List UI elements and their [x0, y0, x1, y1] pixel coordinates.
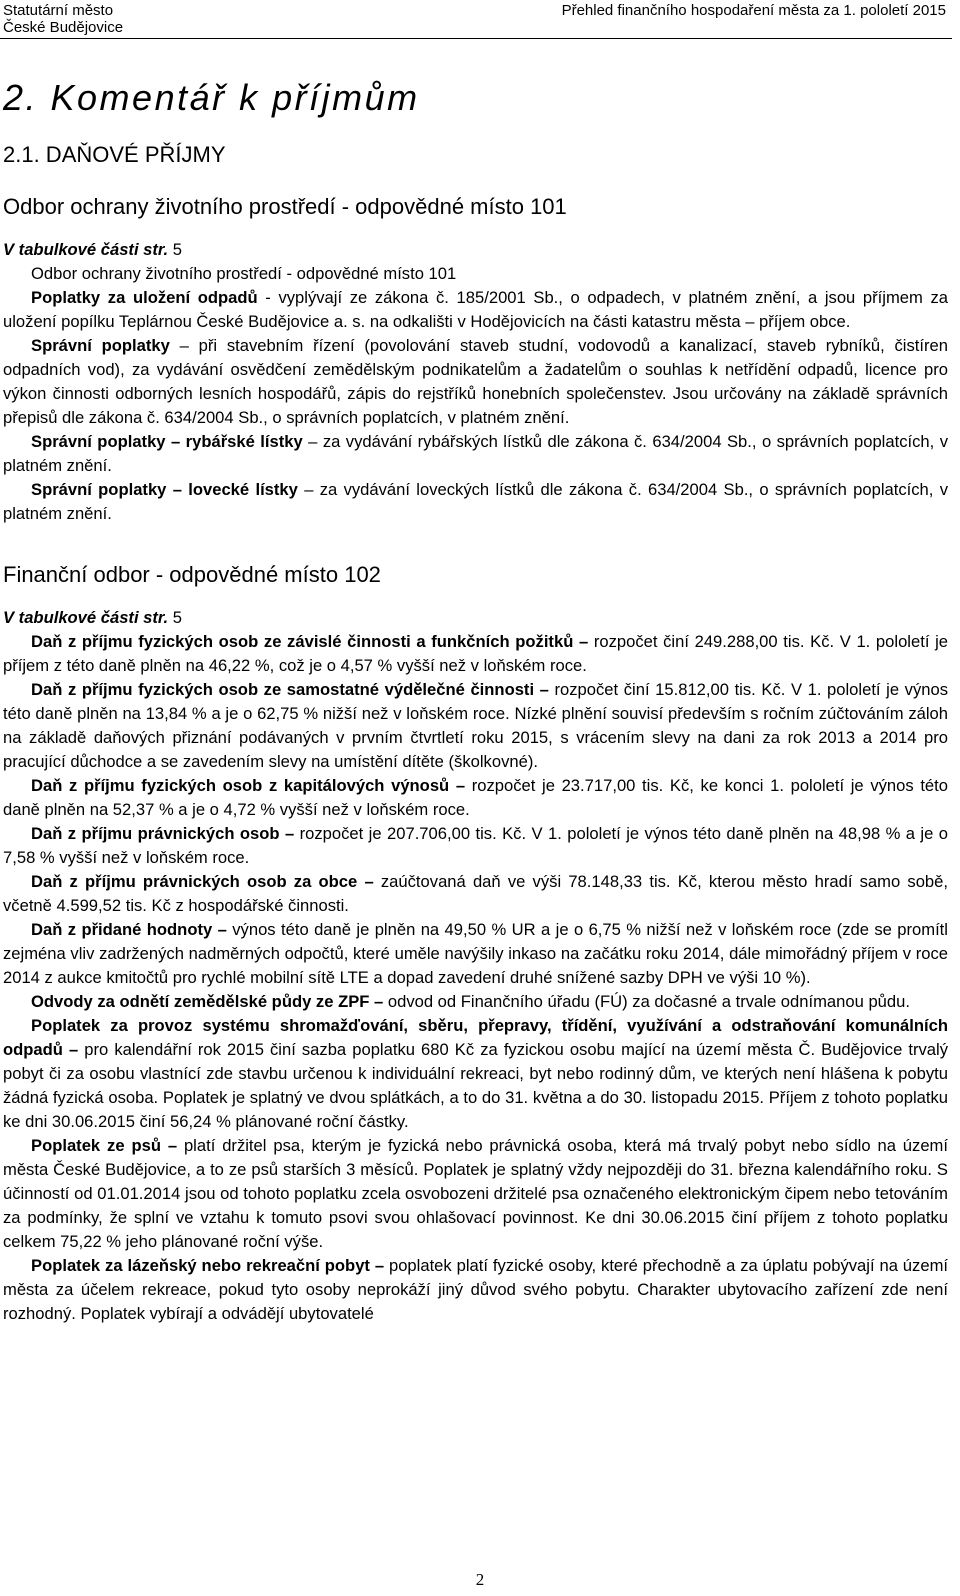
term: Správní poplatky – lovecké lístky — [31, 480, 298, 499]
header-city-line2: České Budějovice — [3, 19, 124, 36]
dept-101-title: Odbor ochrany životního prostředí - odpovědné místo 101 — [3, 194, 567, 219]
term-text: zaúčtovaná daň ve výši 78.148,33 tis. Kč, kterou město hradí samo sobě, včetně 4.599,52 tis. Kč z hospodářské činnosti. — [3, 872, 948, 915]
table-ref-label: V tabulkové části str. — [3, 608, 169, 627]
term-text: – za vydávání loveckých lístků dle zákona č. 634/2004 Sb., o správních poplatcích, v platném znění. — [3, 480, 948, 523]
term: Správní poplatky – rybářské lístky — [31, 432, 303, 451]
page-number: 2 — [475, 1570, 485, 1589]
term-text: poplatek platí fyzické osoby, které přechodně a za úplatu pobývají na území města za účelem rekreace, pokud tyto osoby neprokáží jiný důvod svého pobytu. Charakter ubytovacího zařízení zde není rozhodný. Poplatek vybírají a odvádějí ubytovatelé — [3, 1256, 948, 1323]
header-city-line1: Statutární město — [3, 2, 114, 19]
table-ref-page: 5 — [172, 240, 182, 259]
term-text: rozpočet činí 249.288,00 tis. Kč. V 1. pololetí je příjem z této daně plněn na 46,22 %, což je o 4,57 % vyšší než v loňském roce. — [3, 632, 948, 675]
paragraph-fishing-licences — [0, 430, 948, 478]
paragraph-income-tax-employment — [0, 630, 948, 678]
term-text: rozpočet je 207.706,00 tis. Kč. V 1. pololetí je výnos této daně plněn na 48,98 % a je o 7,58 % vyšší než v loňském roce. — [3, 824, 948, 867]
paragraph-waste-collection-fee — [0, 1014, 948, 1134]
term: Daň z příjmu právnických osob za obce – — [31, 872, 374, 891]
term: Poplatek ze psů – — [31, 1136, 178, 1155]
term: Poplatky za uložení odpadů — [31, 288, 258, 307]
term-text: platí držitel psa, kterým je fyzická nebo právnická osoba, která má trvalý pobyt nebo sídlo na území města České Budějovice, a to ze psů starších 3 měsíců. Poplatek je splatný vždy nejpozději do 31. března kalendářního roku. S účinností od 01.01.2014 jsou od tohoto poplatku zcela osvobozeni držitelé psa označeného elektronickým čipem nebo tetováním za podmínky, že splní ve vztahu k tomuto psovi svou ohlašovací povinnost. Ke dni 30.06.2015 činí příjem z tohoto poplatku celkem 75,22 % jeho plánované roční výše. — [3, 1136, 948, 1251]
chapter-heading: 2. Komentář k příjmům — [3, 77, 420, 118]
term: Daň z přidané hodnoty – — [31, 920, 227, 939]
dept-102-title: Finanční odbor - odpovědné místo 102 — [3, 562, 381, 587]
dept-101-table-ref — [3, 238, 948, 262]
header-left — [3, 2, 123, 36]
term: Daň z příjmu fyzických osob ze závislé činnosti a funkčních požitků – — [31, 632, 589, 651]
paragraph-spa-stay-fee — [0, 1254, 948, 1326]
paragraph-dog-fee — [0, 1134, 948, 1254]
term: Správní poplatky — [31, 336, 170, 355]
term: Daň z příjmu právnických osob – — [31, 824, 295, 843]
term: Daň z příjmu fyzických osob z kapitálových výnosů – — [31, 776, 466, 795]
dept-102-table-ref — [3, 606, 948, 630]
paragraph-hunting-licences — [0, 478, 948, 526]
header-report-title: Přehled finančního hospodaření města za 1. pololetí 2015 — [561, 2, 946, 19]
paragraph-waste-fees — [0, 286, 948, 334]
term-text: – při stavebním řízení (povolování staveb studní, vodovodů a kanalizací, staveb rybníků, čistíren odpadních vod), za vydávání osvědčení zemědělským podnikatelům a žadatelům o souhlas k netřídění odpadů, licence pro výkon činnosti odborných lesních hospodářů, zápis do rejstříků honebních společenstev. Jsou určovány na základě správních přepisů dle zákona č. 634/2004 Sb., o správních poplatcích, v platném znění. — [3, 336, 948, 427]
paragraph-corporate-tax-municipality — [0, 870, 948, 918]
term: Daň z příjmu fyzických osob ze samostatné výdělečné činnosti – — [31, 680, 549, 699]
paragraph-corporate-tax — [0, 822, 948, 870]
paragraph-admin-fees — [0, 334, 948, 430]
term: Poplatek za provoz systému shromažďování, sběru, přepravy, třídění, využívání a odstraňování komunálních odpadů – — [3, 1016, 948, 1059]
section-heading: 2.1. DAŇOVÉ PŘÍJMY — [3, 142, 226, 167]
paragraph-vat — [0, 918, 948, 990]
document-body — [0, 60, 948, 1326]
term-text: rozpočet je 23.717,00 tis. Kč, ke konci 1. pololetí je výnos této daně plněn na 52,37 % a je o 4,72 % vyšší než v loňském roce. — [3, 776, 948, 819]
table-ref-page: 5 — [172, 608, 182, 627]
table-ref-label: V tabulkové části str. — [3, 240, 169, 259]
term-text: pro kalendářní rok 2015 činí sazba poplatku 680 Kč za fyzickou osobu mající na území města Č. Budějovice trvalý pobyt či za osobu vlastnící zde stavbu určenou k individuální rekreaci, byt nebo rodinný dům, ve kterých není hlášena k pobytu žádná fyzická osoba. Poplatek je splatný ve dvou splátkách, a to do 31. května a do 30. listopadu 2015. Příjem z tohoto poplatku ke dni 30.06.2015 činí 56,24 % plánované roční částky. — [3, 1040, 949, 1131]
term-text: - vyplývají ze zákona č. 185/2001 Sb., o odpadech, v platném znění, a jsou příjmem za uložení popílku Teplárnou České Budějovice a. s. na odkališti v Hodějovicích na části katastru města – příjem obce. — [3, 288, 948, 331]
term-text: rozpočet činí 15.812,00 tis. Kč. V 1. pololetí je výnos této daně plněn na 13,84 % a je o 62,75 % nižší než v loňském roce. Nízké plnění souvisí především s ročním zúčtováním záloh na základě daňových přiznání podávaných v prvním čtvrtletí roku 2015, s vrácením slevy na dani za rok 2013 a 2014 pro pracující důchodce a se zavedením slevy na umístění dítěte (školkovné). — [3, 680, 948, 771]
paragraph-land-levy — [0, 990, 948, 1014]
term-text: výnos této daně je plněn na 49,50 % UR a je o 6,75 % nižší než v loňském roce (zde se promítl zejména vliv zadržených nadměrných odpočtů, které uměle navýšily inkaso na začátku roku 2014, dále mimořádný příjem v roce 2014 z aukce kmitočtů pro rychlé mobilní sítě LTE a dopad zavedení druhé snížené sazby DPH ve výši 10 %). — [3, 920, 948, 987]
term: Poplatek za lázeňský nebo rekreační pobyt – — [31, 1256, 385, 1275]
dept-101-repeat-title: Odbor ochrany životního prostředí - odpovědné místo 101 — [31, 264, 457, 283]
term-text: – za vydávání rybářských lístků dle zákona č. 634/2004 Sb., o správních poplatcích, v platném znění. — [3, 432, 948, 475]
term-text: odvod od Finančního úřadu (FÚ) za dočasné a trvale odnímanou půdu. — [383, 992, 910, 1011]
paragraph-income-tax-capital — [0, 774, 948, 822]
paragraph-income-tax-self-employed — [0, 678, 948, 774]
term: Odvody za odnětí zemědělské půdy ze ZPF – — [31, 992, 384, 1011]
header-divider — [0, 38, 952, 39]
